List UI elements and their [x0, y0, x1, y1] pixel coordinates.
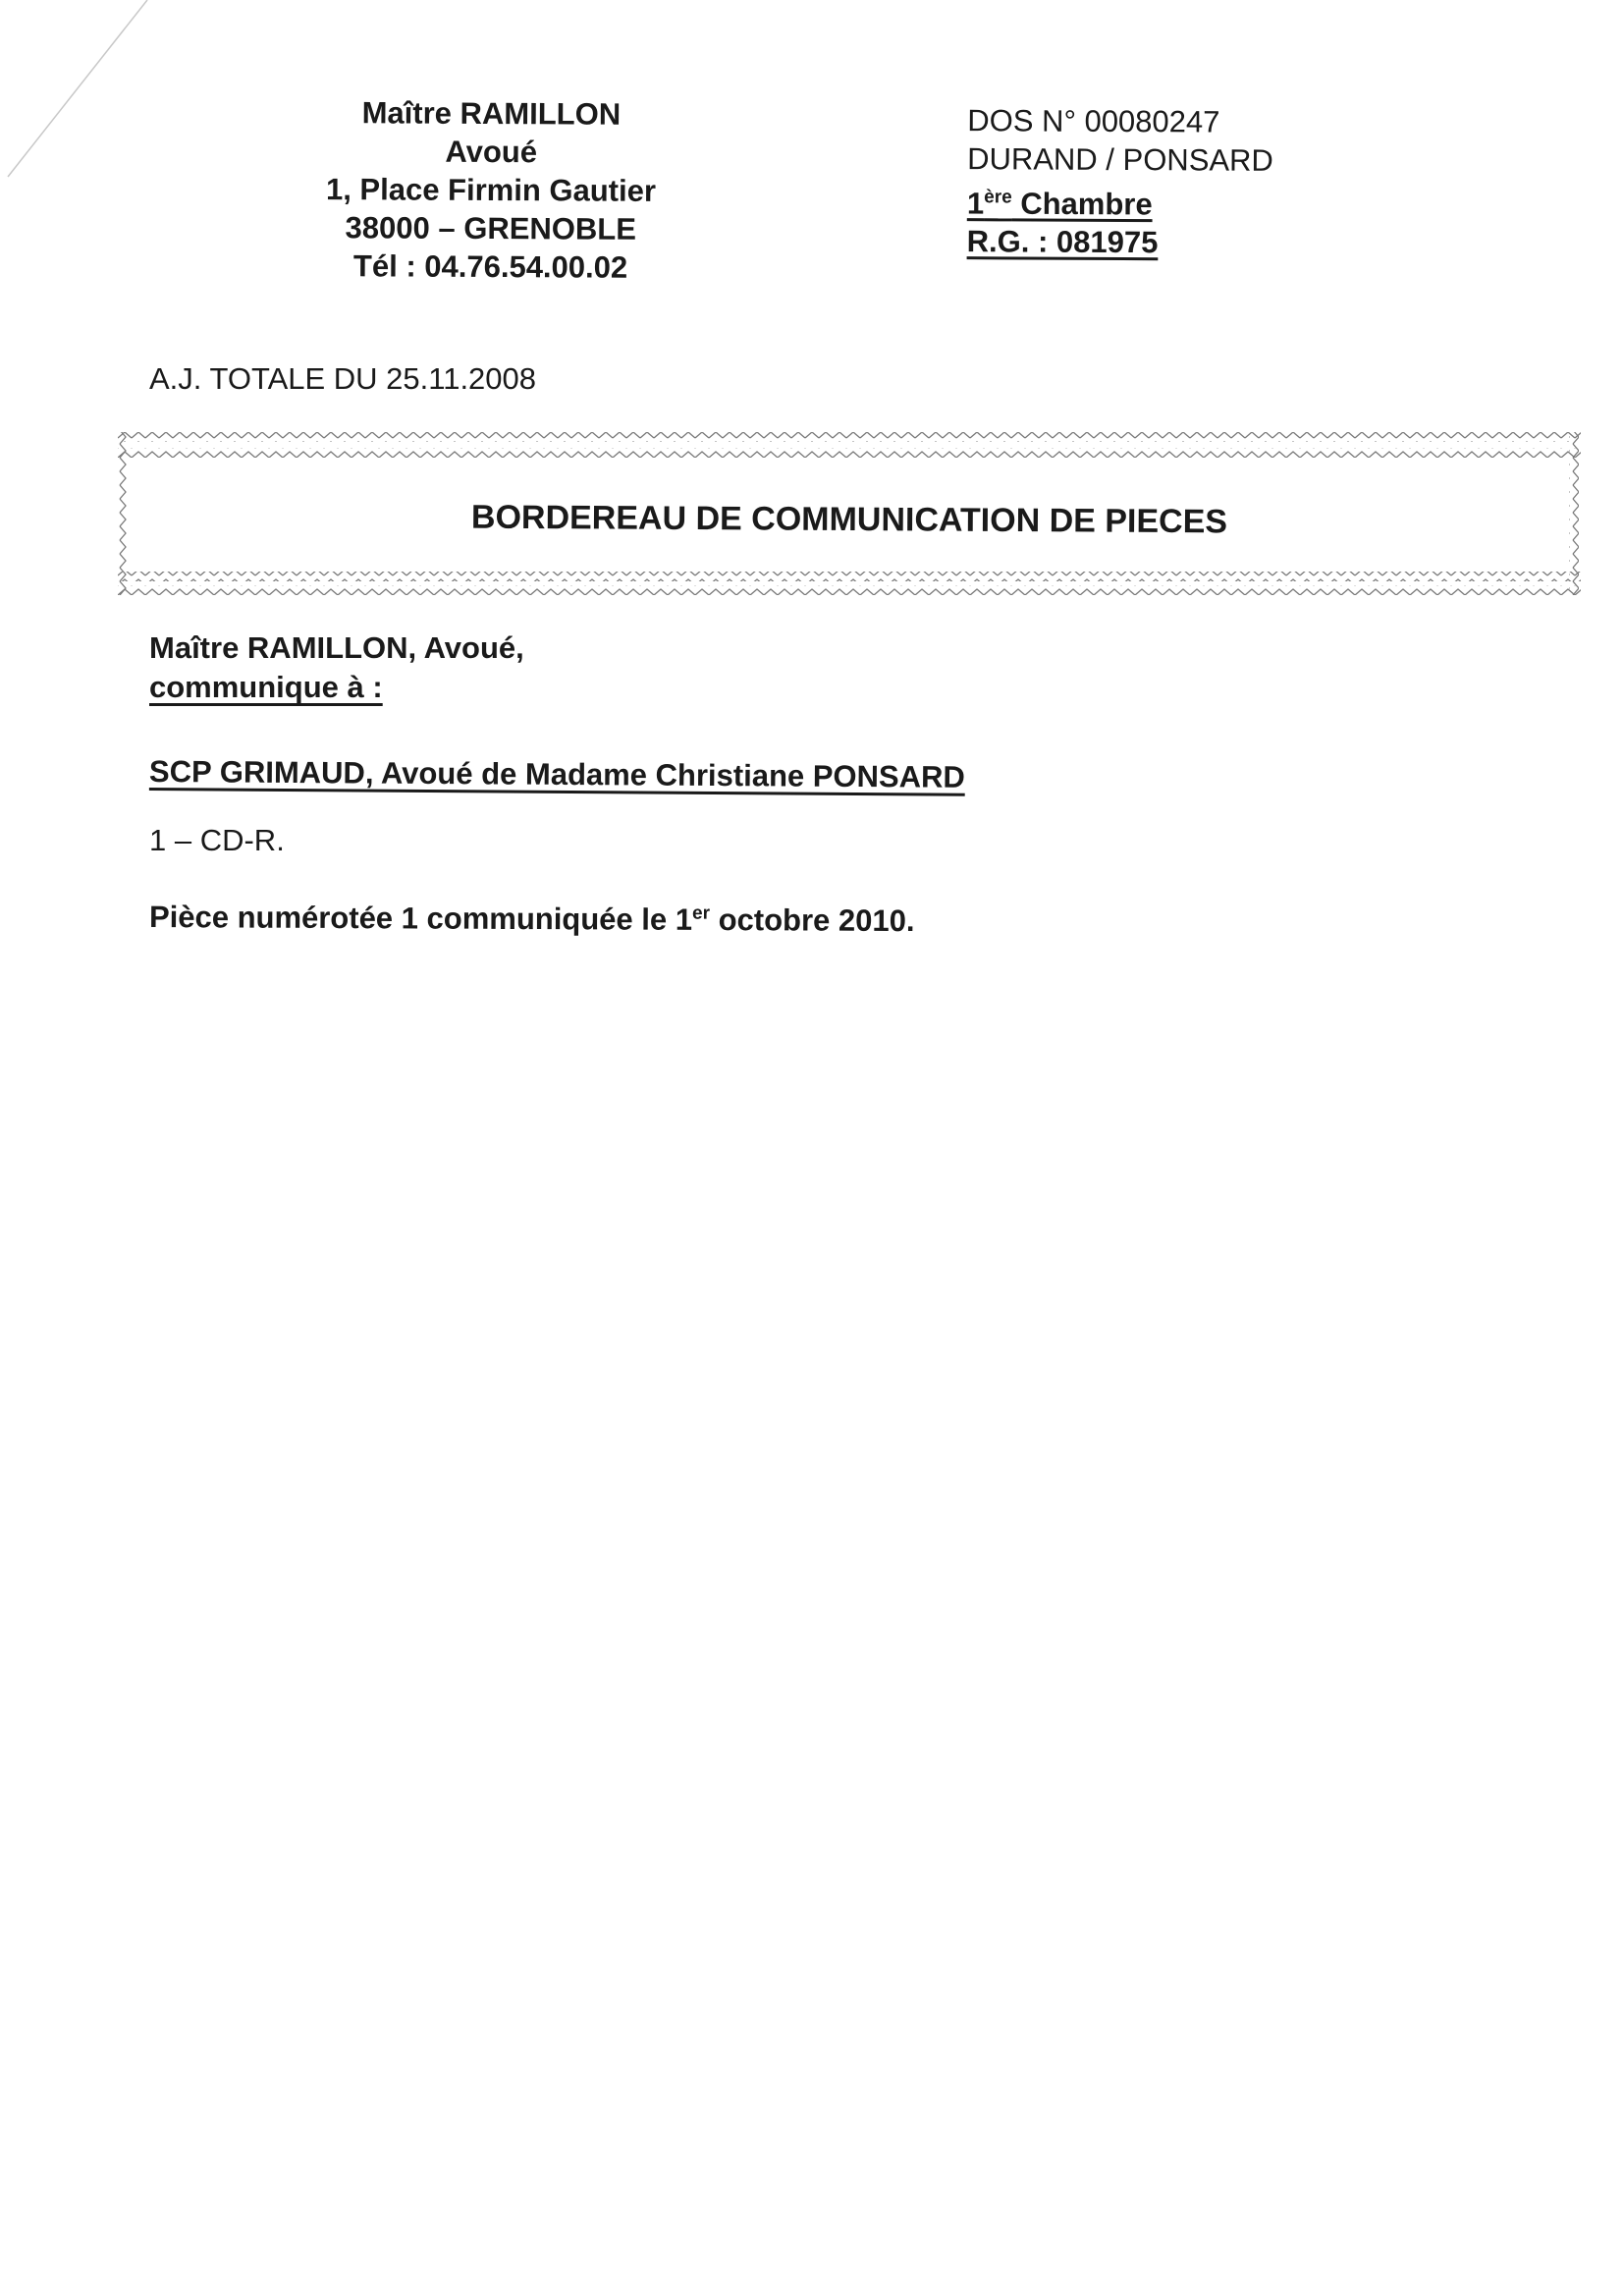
sender-role: Avoué — [445, 134, 538, 170]
footer-superscript: er — [692, 902, 711, 924]
scan-artifact-line — [0, 0, 157, 196]
from-line: Maître RAMILLON, Avoué, — [149, 630, 524, 665]
recipient-line: SCP GRIMAUD, Avoué de Madame Christiane PONSARD — [148, 754, 965, 794]
dossier-block — [967, 101, 1274, 262]
dossier-number: DOS N° 00080247 — [967, 103, 1220, 139]
sender-block — [294, 93, 687, 287]
sender-name: Maître RAMILLON — [361, 95, 622, 132]
sender-address: 1, Place Firmin Gautier — [325, 172, 657, 208]
chamber-superscript: ère — [984, 187, 1012, 208]
dossier-chamber — [967, 178, 1273, 224]
chamber-number: 1 — [966, 186, 985, 221]
dossier-rg: R.G. : 081975 — [966, 224, 1159, 260]
sender-city: 38000 – GRENOBLE — [345, 210, 637, 246]
sender-phone: Tél : 04.76.54.00.02 — [352, 248, 628, 285]
chamber-label: Chambre — [1011, 186, 1153, 222]
document-title: BORDEREAU DE COMMUNICATION DE PIECES — [470, 498, 1228, 541]
footer-line — [149, 900, 915, 939]
footer-date: octobre 2010. — [709, 902, 915, 939]
item-1: 1 – CD-R. — [149, 823, 285, 857]
dossier-parties: DURAND / PONSARD — [967, 141, 1273, 178]
communicates-to-line: communique à : — [149, 670, 383, 704]
legal-aid-line: A.J. TOTALE DU 25.11.2008 — [149, 361, 537, 396]
footer-text: Pièce numérotée 1 communiquée le 1 — [148, 900, 693, 937]
title-frame — [118, 430, 1581, 597]
